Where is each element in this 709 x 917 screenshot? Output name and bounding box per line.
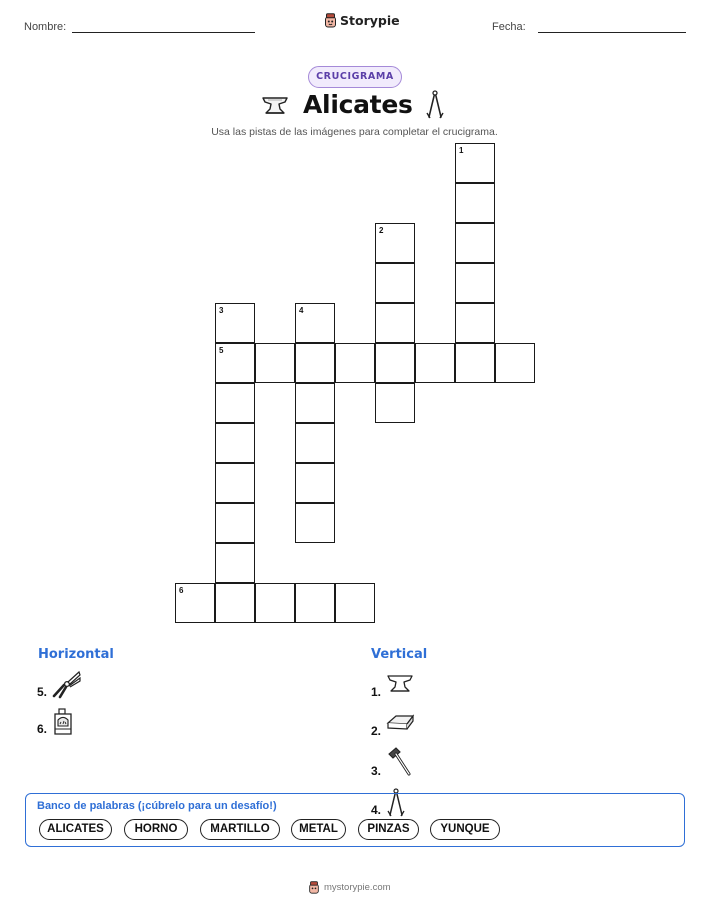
grid-cell[interactable] bbox=[215, 383, 255, 423]
grid-cell[interactable] bbox=[375, 223, 415, 263]
grid-cell[interactable] bbox=[495, 343, 535, 383]
clue-number-3: 3 bbox=[219, 306, 224, 315]
grid-cell[interactable] bbox=[295, 383, 335, 423]
grid-cell[interactable] bbox=[455, 223, 495, 263]
grid-cell[interactable] bbox=[375, 263, 415, 303]
clue-vertical-2 bbox=[371, 708, 417, 738]
metal-ingot-icon bbox=[385, 711, 417, 735]
grid-cell[interactable] bbox=[215, 423, 255, 463]
clue-horizontal-6 bbox=[37, 708, 75, 736]
vertical-heading: Vertical bbox=[371, 647, 428, 662]
clue-horizontal-5 bbox=[37, 669, 83, 699]
clue-number-1: 1 bbox=[459, 146, 464, 155]
word-bank-title: Banco de palabras (¡cúbrelo para un desafío!) bbox=[37, 800, 277, 812]
footer-url: mystorypie.com bbox=[324, 882, 391, 893]
grid-cell[interactable] bbox=[335, 583, 375, 623]
grid-cell[interactable] bbox=[455, 343, 495, 383]
storypie-mascot-icon bbox=[324, 13, 337, 28]
word-bank-item: YUNQUE bbox=[430, 819, 500, 840]
storypie-logo bbox=[324, 13, 400, 28]
clue-vertical-3 bbox=[371, 746, 413, 778]
oven-icon bbox=[51, 708, 75, 736]
clue-label: 2. bbox=[371, 724, 382, 738]
grid-cell[interactable] bbox=[295, 503, 335, 543]
date-label: Fecha: bbox=[492, 21, 526, 33]
anvil-icon bbox=[385, 671, 415, 697]
clue-vertical-1 bbox=[371, 669, 415, 699]
grid-cell[interactable] bbox=[375, 343, 415, 383]
hammer-icon bbox=[385, 746, 413, 778]
grid-cell[interactable] bbox=[215, 463, 255, 503]
grid-cell[interactable] bbox=[455, 183, 495, 223]
grid-cell[interactable] bbox=[295, 583, 335, 623]
grid-cell[interactable] bbox=[215, 543, 255, 583]
word-bank-item: PINZAS bbox=[358, 819, 419, 840]
storypie-mascot-icon bbox=[308, 881, 320, 894]
name-label: Nombre: bbox=[24, 21, 67, 33]
grid-cell[interactable] bbox=[295, 423, 335, 463]
horizontal-heading: Horizontal bbox=[38, 647, 114, 662]
clue-number-5: 5 bbox=[219, 346, 224, 355]
page-title: Alicates bbox=[303, 90, 413, 119]
grid-cell[interactable] bbox=[455, 143, 495, 183]
grid-cell[interactable] bbox=[175, 583, 215, 623]
grid-cell[interactable] bbox=[215, 503, 255, 543]
clue-label: 3. bbox=[371, 764, 382, 778]
clue-label: 1. bbox=[371, 685, 382, 699]
grid-cell[interactable] bbox=[215, 583, 255, 623]
grid-cell[interactable] bbox=[455, 263, 495, 303]
name-line[interactable] bbox=[72, 32, 255, 33]
word-bank-item: HORNO bbox=[124, 819, 188, 840]
grid-cell[interactable] bbox=[335, 343, 375, 383]
grid-cell[interactable] bbox=[295, 343, 335, 383]
anvil-icon bbox=[260, 93, 290, 117]
grid-cell[interactable] bbox=[415, 343, 455, 383]
word-bank-item: MARTILLO bbox=[200, 819, 280, 840]
grid-cell[interactable] bbox=[215, 343, 255, 383]
word-bank-item: ALICATES bbox=[39, 819, 112, 840]
grid-cell[interactable] bbox=[255, 343, 295, 383]
brand-name: Storypie bbox=[340, 13, 400, 28]
clue-number-6: 6 bbox=[179, 586, 184, 595]
word-bank-item: METAL bbox=[291, 819, 346, 840]
clue-number-2: 2 bbox=[379, 226, 384, 235]
grid-cell[interactable] bbox=[295, 303, 335, 343]
clue-number-4: 4 bbox=[299, 306, 304, 315]
grid-cell[interactable] bbox=[215, 303, 255, 343]
clue-label: 5. bbox=[37, 685, 48, 699]
pliers-icon bbox=[51, 669, 83, 699]
grid-cell[interactable] bbox=[455, 303, 495, 343]
date-line[interactable] bbox=[538, 32, 686, 33]
clue-label: 6. bbox=[37, 722, 48, 736]
footer bbox=[308, 881, 391, 894]
tongs-icon bbox=[424, 89, 446, 121]
grid-cell[interactable] bbox=[375, 383, 415, 423]
instructions: Usa las pistas de las imágenes para completar el crucigrama. bbox=[211, 126, 498, 138]
word-bank bbox=[25, 793, 685, 847]
grid-cell[interactable] bbox=[295, 463, 335, 503]
activity-badge: CRUCIGRAMA bbox=[308, 66, 402, 88]
grid-cell[interactable] bbox=[255, 583, 295, 623]
clue-label: 4. bbox=[371, 803, 382, 817]
grid-cell[interactable] bbox=[375, 303, 415, 343]
